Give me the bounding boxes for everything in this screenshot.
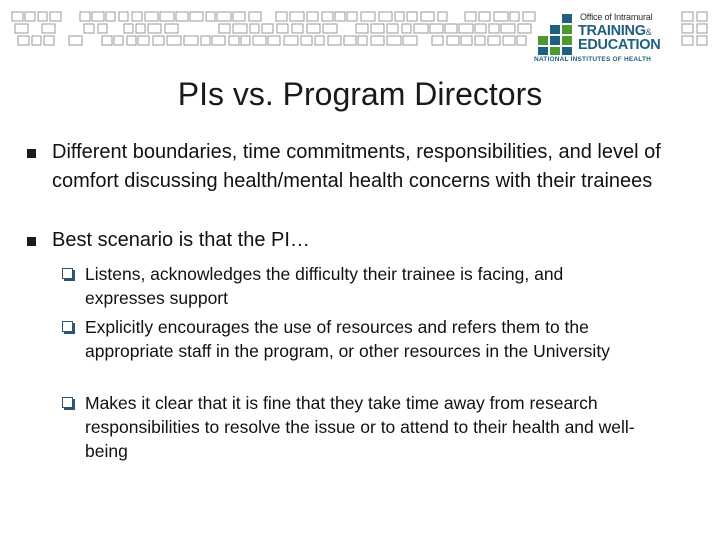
decor-square [697, 12, 707, 21]
decor-square [217, 12, 231, 21]
decor-square [233, 12, 245, 21]
sub-bullet-item [85, 391, 670, 463]
decor-square [190, 12, 203, 21]
decor-square [361, 12, 375, 21]
decor-square [488, 36, 500, 45]
checkbox-bullet-icon [62, 268, 73, 279]
bullet-text: Best scenario is that the PI… [52, 229, 310, 251]
logo-nih-text: NATIONAL INSTITUTES OF HEALTH [534, 56, 652, 63]
decor-square [407, 12, 417, 21]
decor-square [80, 12, 90, 21]
decor-square [307, 12, 318, 21]
decor-square [32, 36, 41, 45]
decor-square [697, 36, 707, 45]
decor-square [84, 24, 94, 33]
decor-square [347, 12, 357, 21]
decor-square [176, 12, 188, 21]
decor-square [92, 12, 104, 21]
decor-square [358, 36, 367, 45]
decor-square [301, 36, 312, 45]
decor-square [167, 36, 181, 45]
decor-square [253, 36, 266, 45]
decor-square [461, 36, 472, 45]
decor-square [447, 36, 459, 45]
decor-square [212, 36, 225, 45]
decor-square [18, 36, 29, 45]
decor-square [387, 36, 401, 45]
decor-square [479, 12, 490, 21]
bullet-item [52, 226, 672, 255]
decor-square [371, 36, 384, 45]
decor-square [414, 24, 428, 33]
square-bullet-icon [27, 149, 36, 158]
decor-square [284, 36, 298, 45]
square-bullet-icon [27, 237, 36, 246]
decor-square [323, 24, 337, 33]
sub-bullet-item [85, 315, 670, 363]
decor-square [98, 24, 107, 33]
decor-square [233, 24, 247, 33]
decor-square [106, 12, 115, 21]
decor-square [328, 36, 341, 45]
sub-bullet-text: Explicitly encourages the use of resources and refers them to the appropriate staff in the program, or other resources in the University [85, 317, 610, 361]
bullet-item [52, 138, 672, 196]
decor-square [268, 36, 280, 45]
decor-square [250, 24, 259, 33]
decor-square [276, 12, 287, 21]
checkbox-bullet-icon [62, 321, 73, 332]
decor-square [494, 12, 508, 21]
decor-square [148, 24, 161, 33]
decor-square [438, 12, 447, 21]
decor-square [153, 36, 164, 45]
decor-square [219, 24, 230, 33]
decor-square [138, 36, 149, 45]
decor-square [344, 36, 356, 45]
decor-square [430, 24, 443, 33]
decor-square [277, 24, 288, 33]
decor-square [184, 36, 198, 45]
decor-square [119, 12, 128, 21]
decor-square [249, 12, 261, 21]
oite-logo [534, 12, 668, 64]
decor-square [290, 12, 304, 21]
logo-education-text: EDUCATION [578, 37, 661, 53]
decor-square [371, 24, 384, 33]
decor-square [322, 12, 333, 21]
slide-title: PIs vs. Program Directors [177, 76, 543, 112]
decor-square [682, 24, 693, 33]
decor-square [517, 36, 526, 45]
decor-square [475, 24, 486, 33]
decor-square [165, 24, 178, 33]
decor-square [132, 12, 142, 21]
decor-square [379, 12, 392, 21]
logo-training-text: TRAINING& [578, 23, 652, 39]
decor-square [241, 36, 250, 45]
sub-bullet-text: Makes it clear that it is fine that they take time away from research responsibilities to resolve the issue or to attend to their health and well-being [85, 393, 635, 461]
decor-square [315, 36, 324, 45]
decor-square [403, 36, 417, 45]
decor-square [356, 24, 368, 33]
decor-square [387, 24, 398, 33]
logo-office-text: Office of Intramural [580, 12, 653, 22]
decor-square [503, 36, 515, 45]
decor-square [12, 12, 23, 21]
decor-square [50, 12, 61, 21]
decor-square [127, 36, 136, 45]
decor-square [459, 24, 473, 33]
decor-square [307, 24, 320, 33]
decor-square [682, 12, 693, 21]
checkbox-bullet-icon [62, 397, 73, 408]
decor-square [124, 24, 133, 33]
bullet-text: Different boundaries, time commitments, responsibilities, and level of comfort discussing health/mental health concerns with their trainees [52, 141, 661, 192]
decor-square [518, 24, 531, 33]
decor-square [682, 36, 693, 45]
logo-blocks-icon [534, 12, 578, 56]
decor-square [292, 24, 303, 33]
decor-square [465, 12, 476, 21]
decor-square [395, 12, 404, 21]
decor-square [102, 36, 112, 45]
decor-square [44, 36, 54, 45]
decor-square [262, 24, 273, 33]
decor-square [697, 24, 707, 33]
decor-square [206, 12, 215, 21]
decor-square [445, 24, 457, 33]
decor-square [15, 24, 28, 33]
sub-bullet-item [85, 262, 645, 310]
decor-square [38, 12, 47, 21]
decor-square [69, 36, 82, 45]
decor-square [145, 12, 158, 21]
decor-square [160, 12, 174, 21]
decor-square [402, 24, 411, 33]
decor-square [510, 12, 519, 21]
decor-square [114, 36, 123, 45]
decor-square [136, 24, 145, 33]
decor-square [489, 24, 499, 33]
decor-square [432, 36, 443, 45]
decor-square [229, 36, 239, 45]
decor-square [335, 12, 345, 21]
decor-square [501, 24, 515, 33]
decor-square [42, 24, 55, 33]
decor-square [25, 12, 35, 21]
decor-square [201, 36, 210, 45]
decor-square [421, 12, 434, 21]
decor-square [475, 36, 485, 45]
sub-bullet-text: Listens, acknowledges the difficulty their trainee is facing, and expresses support [85, 264, 564, 308]
